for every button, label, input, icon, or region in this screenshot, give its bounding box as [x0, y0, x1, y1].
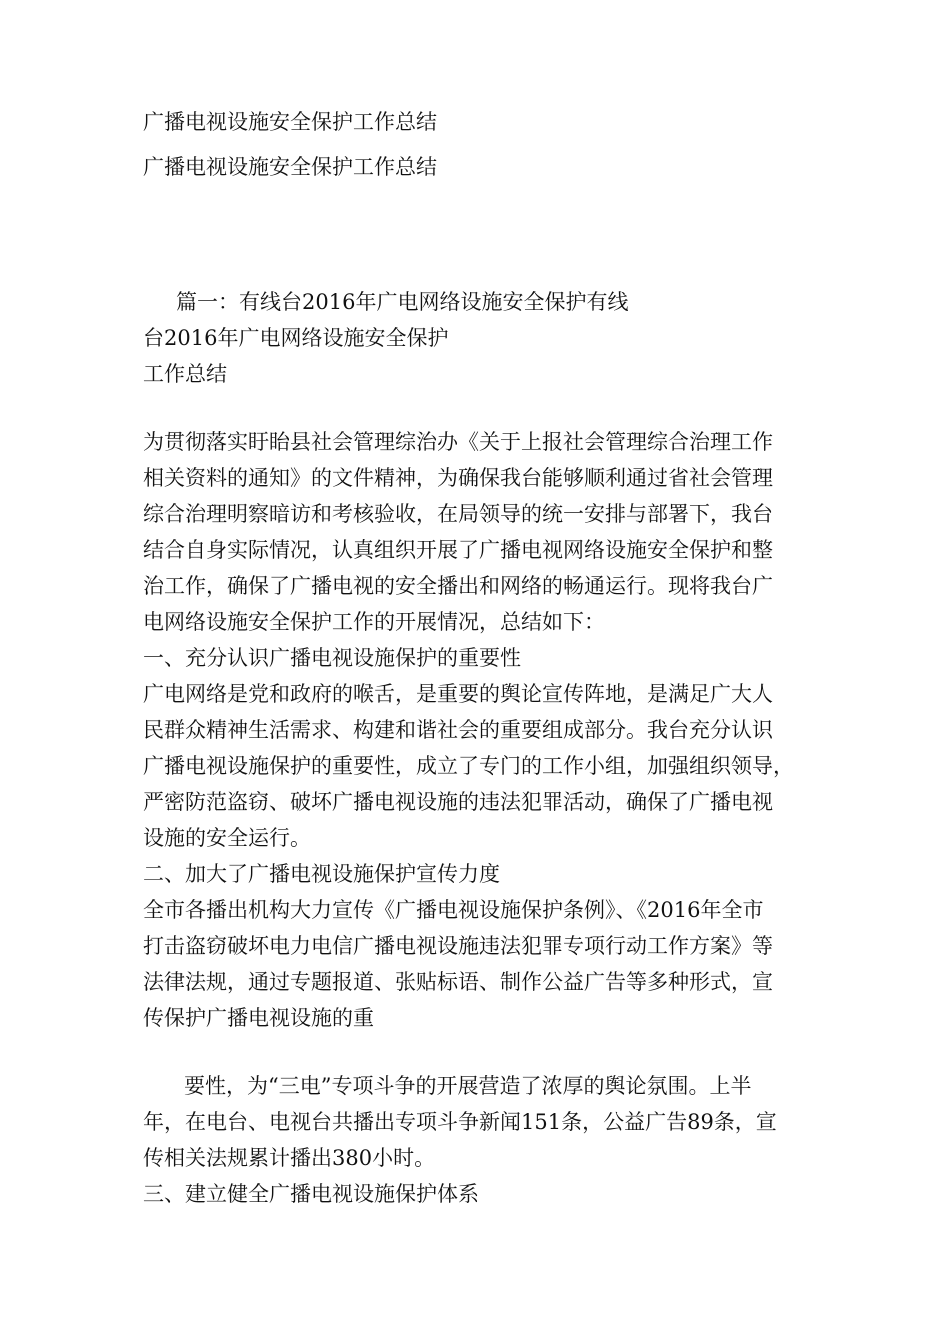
intro-line: 电网络设施安全保护工作的开展情况，总结如下： [143, 610, 605, 634]
intro-line: 综合治理明察暗访和考核验收，在局领导的统一安排与部署下，我台 [143, 502, 773, 526]
chapter-heading-line: 工作总结 [143, 362, 227, 386]
section-2-line: 全市各播出机构大力宣传《广播电视设施保护条例》、《2016年全市 [143, 898, 764, 922]
section-1-line: 严密防范盗窃、破坏广播电视设施的违法犯罪活动，确保了广播电视 [143, 790, 773, 814]
section-2-line: 法律法规，通过专题报道、张贴标语、制作公益广告等多种形式，宣 [143, 970, 773, 994]
section-2-continued-line: 年，在电台、电视台共播出专项斗争新闻151条，公益广告89条，宣 [143, 1110, 777, 1134]
chapter-heading-line: 台2016年广电网络设施安全保护 [143, 326, 449, 350]
chapter-heading-line: 篇一：有线台2016年广电网络设施安全保护有线 [176, 290, 629, 314]
section-2-continued-line: 传相关法规累计播出380小时。 [143, 1146, 436, 1170]
document-subtitle: 广播电视设施安全保护工作总结 [143, 155, 437, 179]
intro-line: 结合自身实际情况，认真组织开展了广播电视网络设施安全保护和整 [143, 538, 773, 562]
section-2-heading: 二、加大了广播电视设施保护宣传力度 [143, 862, 500, 886]
intro-line: 相关资料的通知》的文件精神，为确保我台能够顺利通过省社会管理 [143, 466, 773, 490]
section-2-line: 打击盗窃破坏电力电信广播电视设施违法犯罪专项行动工作方案》等 [143, 934, 773, 958]
section-1-heading: 一、充分认识广播电视设施保护的重要性 [143, 646, 521, 670]
section-1-line: 设施的安全运行。 [143, 826, 311, 850]
section-2-line: 传保护广播电视设施的重 [143, 1006, 374, 1030]
section-1-line: 民群众精神生活需求、构建和谐社会的重要组成部分。我台充分认识 [143, 718, 773, 742]
section-3-heading: 三、建立健全广播电视设施保护体系 [143, 1182, 479, 1206]
section-2-continued-line: 要性，为“三电”专项斗争的开展营造了浓厚的舆论氛围。上半 [184, 1074, 752, 1098]
document-title: 广播电视设施安全保护工作总结 [143, 110, 437, 134]
intro-line: 治工作，确保了广播电视的安全播出和网络的畅通运行。现将我台广 [143, 574, 773, 598]
section-1-line: 广电网络是党和政府的喉舌，是重要的舆论宣传阵地，是满足广大人 [143, 682, 773, 706]
section-1-line: 广播电视设施保护的重要性，成立了专门的工作小组，加强组织领导， [143, 754, 794, 778]
intro-line: 为贯彻落实盱眙县社会管理综治办《关于上报社会管理综合治理工作 [143, 430, 773, 454]
